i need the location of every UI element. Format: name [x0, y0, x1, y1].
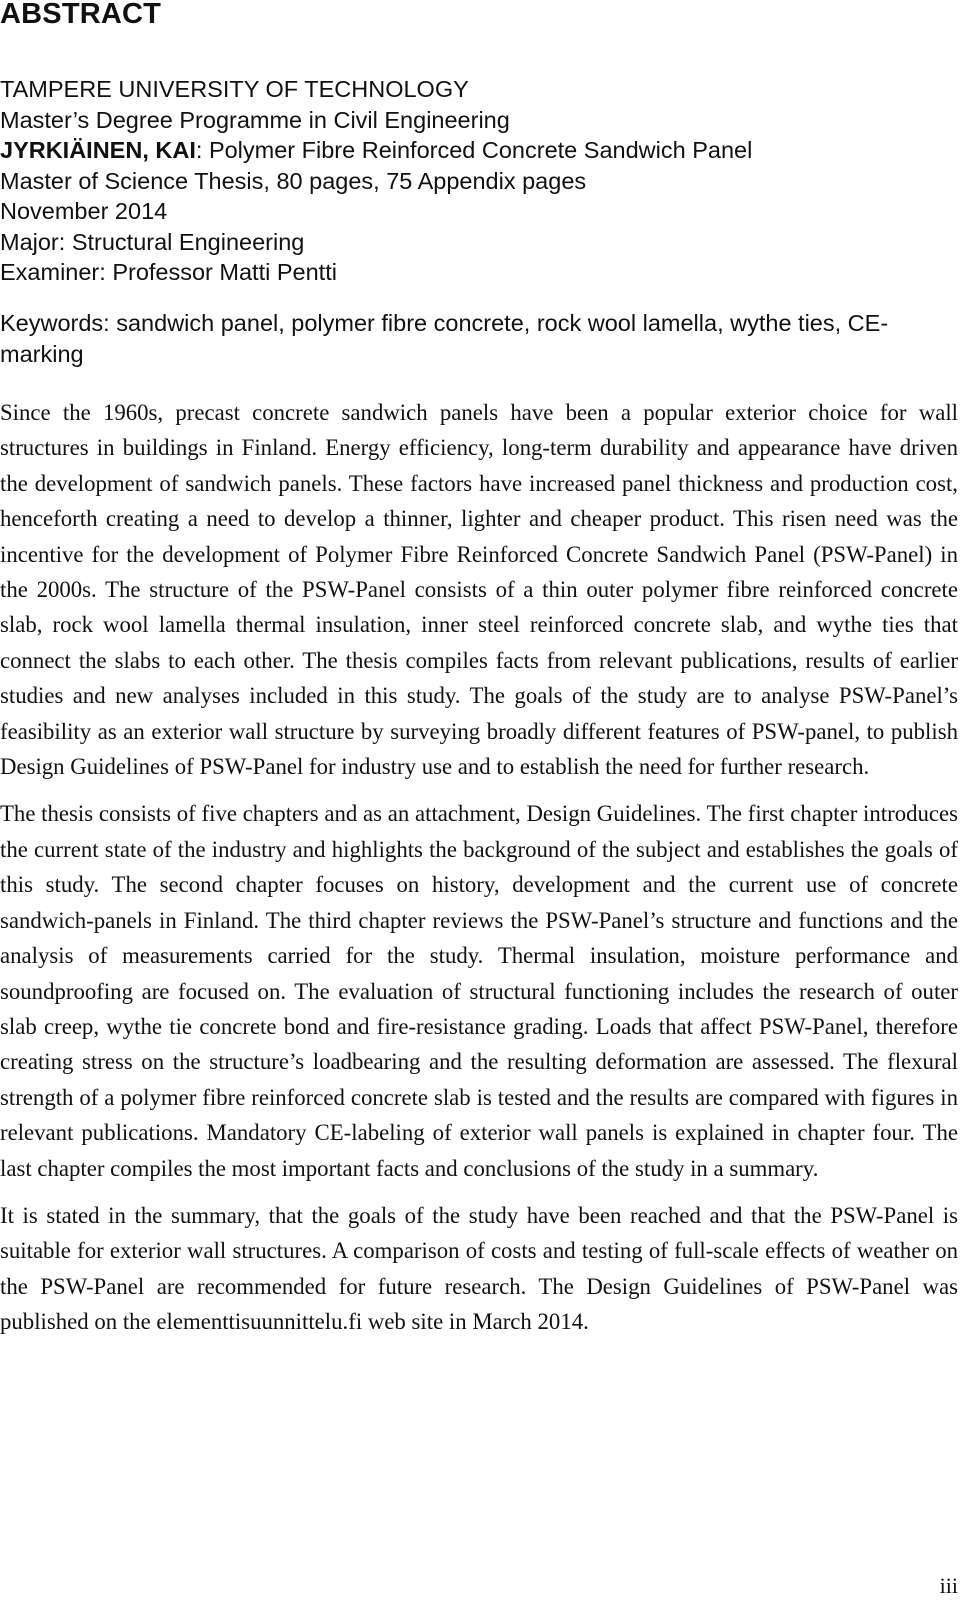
page-number: iii — [939, 1573, 958, 1598]
degree-programme: Master’s Degree Programme in Civil Engineering — [0, 106, 510, 133]
thesis-title: Polymer Fibre Reinforced Concrete Sandwich Panel — [208, 137, 753, 163]
abstract-paragraph-3: It is stated in the summary, that the goals of the study have been reached and that the PSW-Panel is suitable for exterior wall structures. A comparison of costs and testing of full-scale effects of weather on the PSW-Panel are recommended for future research. The Design Guidelines of PSW-Panel was published on the elementtisuunnittelu.fi web site in March 2014. — [0, 1202, 958, 1335]
abstract-body — [0, 395, 958, 1352]
abstract-paragraph-1: Since the 1960s, precast concrete sandwich panels have been a popular exterior choice for wall structures in buildings in Finland. Energy efficiency, long-term durability and appearance have driven the development of sandwich panels. These factors have increased panel thickness and production cost, henceforth creating a need to develop a thinner, lighter and cheaper product. This risen need was the incentive for the development of Polymer Fibre Reinforced Concrete Sandwich Panel (PSW-Panel) in the 2000s. The structure of the PSW-Panel consists of a thin outer polymer fibre reinforced concrete slab, rock wool lamella thermal insulation, inner steel reinforced concrete slab, and wythe ties that connect the slabs to each other. The thesis compiles facts from relevant publications, results of earlier studies and new analyses included in this study. The goals of the study are to analyse PSW-Panel’s feasibility as an exterior wall structure by surveying broadly different features of PSW-panel, to publish Design Guidelines of PSW-Panel for industry use and to establish the need for further research. — [0, 400, 958, 780]
examiner: Examiner: Professor Matti Pentti — [0, 259, 337, 285]
author-name: JYRKIÄINEN, KAI — [0, 137, 196, 163]
page-title: ABSTRACT — [0, 0, 162, 30]
university-name: TAMPERE UNIVERSITY OF TECHNOLOGY — [0, 76, 469, 102]
thesis-info: Master of Science Thesis, 80 pages, 75 Appendix pages — [0, 167, 587, 194]
keywords: Keywords: sandwich panel, polymer fibre concrete, rock wool lamella, wythe ties, CE-marking — [0, 310, 889, 367]
author-title-line — [0, 135, 958, 166]
major: Major: Structural Engineering — [0, 228, 305, 255]
title-separator: : — [195, 137, 209, 163]
abstract-paragraph-2: The thesis consists of five chapters and as an attachment, Design Guidelines. The first chapter introduces the current state of the industry and highlights the background of the subject and establishes the goals of this study. The second chapter focuses on history, development and the current use of concrete sandwich-panels in Finland. The third chapter reviews the PSW-Panel’s structure and functions and the analysis of measurements carried for the study. Thermal insulation, moisture performance and soundproofing are focused on. The evaluation of structural functioning includes the research of outer slab creep, wythe tie concrete bond and fire-resistance grading. Loads that affect PSW-Panel, therefore creating stress on the structure’s loadbearing and the resulting deformation are assessed. The flexural strength of a polymer fibre reinforced concrete slab is tested and the results are compared with figures in relevant publications. Mandatory CE-labeling of exterior wall panels is explained in chapter four. The last chapter compiles the most important facts and conclusions of the study in a summary. — [0, 801, 958, 1181]
thesis-metadata — [0, 74, 958, 288]
thesis-date: November 2014 — [0, 198, 168, 224]
